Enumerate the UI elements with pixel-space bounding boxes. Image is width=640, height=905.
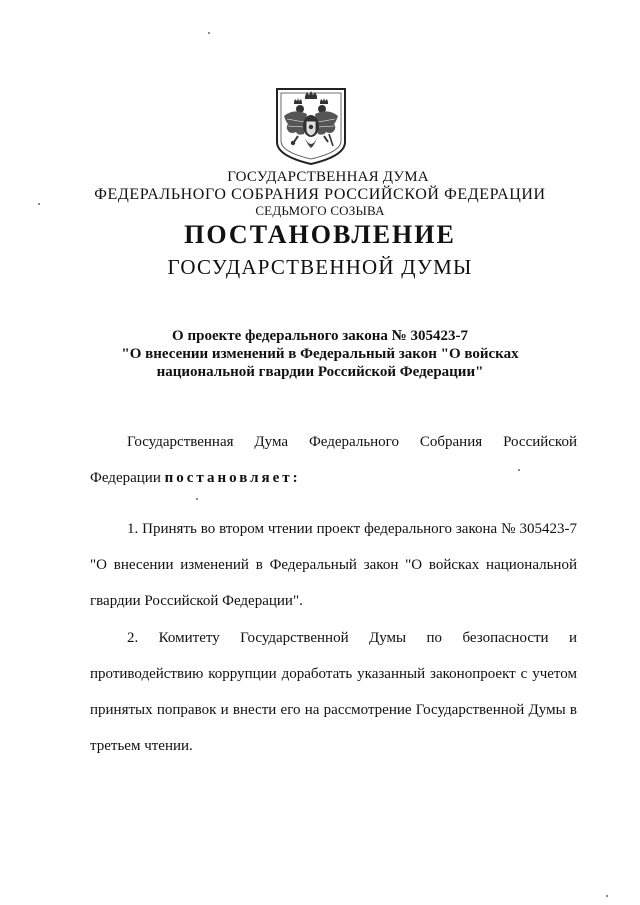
scan-speck <box>606 895 608 897</box>
state-emblem-icon <box>274 86 348 166</box>
scan-speck <box>38 203 40 205</box>
resolves-word: постановляет: <box>164 470 301 486</box>
document-subject <box>0 327 640 381</box>
document-subtitle: ГОСУДАРСТВЕННОЙ ДУМЫ <box>167 255 473 279</box>
scan-speck <box>208 32 210 34</box>
assembly-name: ФЕДЕРАЛЬНОГО СОБРАНИЯ РОССИЙСКОЙ ФЕДЕРАЦИИ <box>94 186 546 203</box>
scan-speck <box>196 498 198 500</box>
resolution-item-2: 2. Комитету Государственной Думы по безопасности и противодействию коррупции доработать указанный законопроект с учетом принятых поправок и внести его на рассмотрение Государственной Думы в третьем чтении. <box>90 630 577 754</box>
intro-federation-word: Федерации <box>90 470 165 486</box>
intro-paragraph-line-2 <box>90 460 577 496</box>
resolution-item-1: 1. Принять во втором чтении проект федерального закона № 305423-7 "О внесении изменений в Федеральный закон "О войсках национальной гвардии Российской Федерации". <box>90 521 577 609</box>
duma-name: ГОСУДАРСТВЕННАЯ ДУМА <box>227 169 429 185</box>
document-title: ПОСТАНОВЛЕНИЕ <box>184 220 456 249</box>
subject-line-1: О проекте федерального закона № 305423-7 <box>172 328 468 344</box>
intro-paragraph-line-1: Государственная Дума Федерального Собрания Российской <box>127 434 577 450</box>
convocation: СЕДЬМОГО СОЗЫВА <box>255 203 385 218</box>
subject-line-3: национальной гвардии Российской Федерации" <box>156 364 484 380</box>
scan-speck <box>518 469 520 471</box>
subject-line-2: "О внесении изменений в Федеральный закон "О войсках <box>121 346 519 362</box>
